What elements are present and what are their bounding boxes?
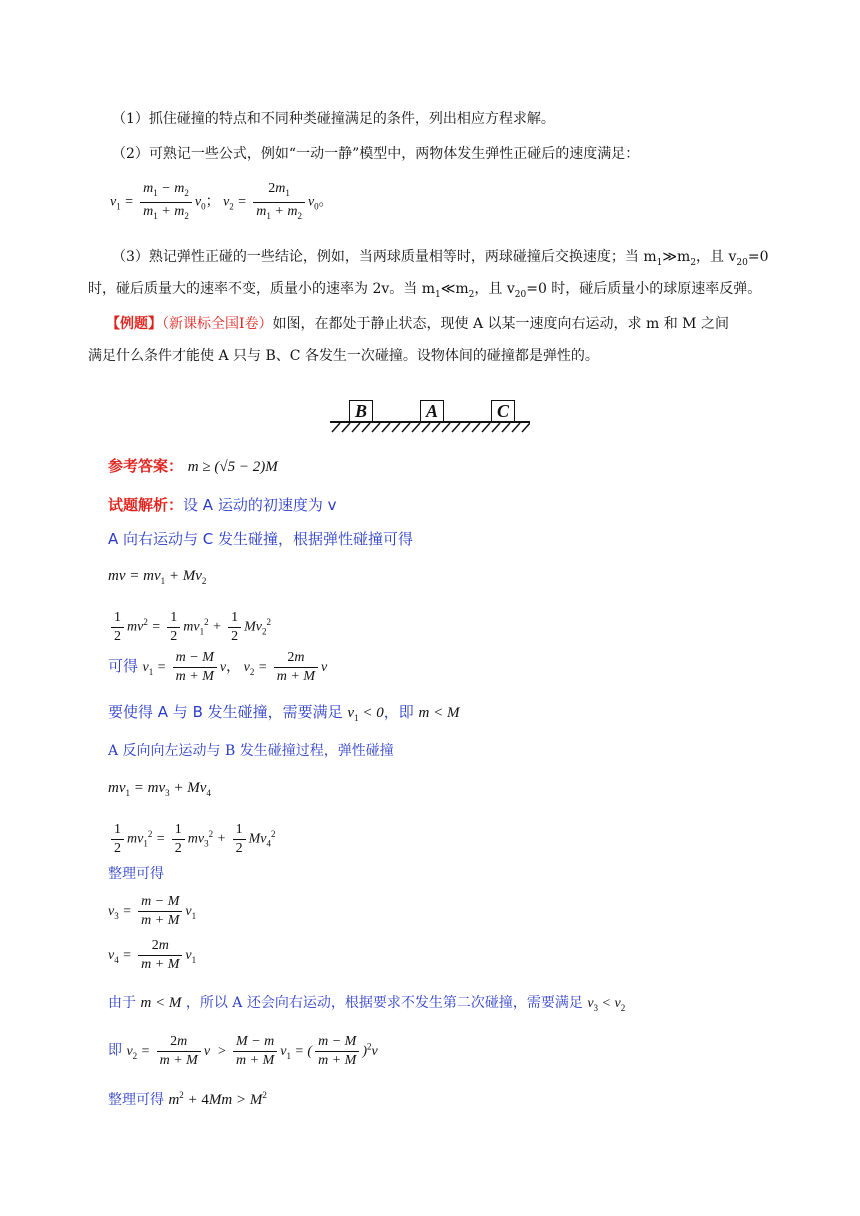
eq-momentum-1: mv = $mv_1 + Mv_2$ [108,568,207,586]
eq-energy-2: $\frac{1}{2}$ $mv_1^2$ = $\frac{1}{2}$ $mv_3^2$ + $\frac{1}{2}$ $Mv_4^2$ [108,812,782,865]
block-a: A [420,400,444,422]
analysis-line-2: A 向右运动与 C 发生碰撞，根据弹性碰撞可得 [108,530,414,548]
answer-line [108,455,782,478]
eq-inequality: 即 $v_2$ = $\frac{2m}{m + M}$ v > $\frac{M - m}{m + M}$ $v_1$ = ( $\frac{m - M}{m + M}$ )$^2$v [108,1033,378,1068]
analysis-line-6: 整理可得 [108,866,164,882]
analysis-line-5: A 反向向左运动与 B 发生碰撞过程，弹性碰撞 [108,743,394,759]
block-c: C [491,400,515,422]
block-b: B [349,400,373,422]
analysis-line-7: 由于 m < M ，所以 A 还会向右运动，根据要求不发生第二次碰撞，需要满足 $v_3 < v_2$ [108,995,626,1013]
analysis-condition: 要使得 A 与 B 发生碰撞，需要满足 $v_1 < 0$，即 m < M [108,703,460,723]
eq-v3: $v_3$ = $\frac{m - M}{m + M}$ $v_1$ [108,894,197,929]
paragraph-1: （1）抓住碰撞的特点和不同种类碰撞满足的条件，列出相应方程求解。 [112,111,555,127]
example-source: （新课标全国Ⅰ卷） [162,316,273,332]
formula-v1-v2: $v_1$ = $\frac{m_1 - m_2}{m_1 + m_2}$ $v_0$； $v_2$ = $\frac{2m_1}{m_1 + m_2}$ $v_0$。 [110,181,333,221]
analysis-label: 试题解析： [108,496,184,514]
answer-label: 参考答案： [108,457,184,475]
paragraph-3: （3）熟记弹性正碰的一些结论，例如，当两球质量相等时，两球碰撞后交换速度；当 $m_1≫m_2$，且 $v_{20}=0$ [112,249,769,268]
answer-formula: m ≥ (√5 − 2)M [187,459,278,475]
example-tag: 【例题】 [106,316,162,332]
ground-surface [330,421,530,435]
example-line-1: 【例题】（新课标全国Ⅰ卷）如图，在都处于静止状态，现使 A 以某一速度向右运动，求 m 和 M 之间 [106,316,729,332]
eq-momentum-2: $mv_1 = mv_3 + Mv_4$ [108,780,211,798]
eq-energy-1: $\frac{1}{2}$ $mv^2$ = $\frac{1}{2}$ $mv_1^2$ + $\frac{1}{2}$ $Mv_2^2$ [108,600,782,653]
paragraph-2: （2）可熟记一些公式，例如“一动一静”模型中，两物体发生弹性正碰后的速度满足： [112,146,640,162]
eq-result-1: 可得 $v_1$ = $\frac{m - M}{m + M}$ v， $v_2$ = $\frac{2m}{m + M}$ v [108,650,328,685]
example-line-2: 满足什么条件才能使 A 只与 B、C 各发生一次碰撞。设物体间的碰撞都是弹性的。 [88,348,599,364]
analysis-line-9: 整理可得 $m^2 + 4Mm > M^2$ [108,1090,267,1108]
paragraph-3-cont: 时，碰后质量大的速率不变，质量小的速率为 2v。当 $m_1≪m_2$，且 $v_{20}=0$ 时，碰后质量小的球原速率反弹。 [88,281,762,300]
analysis-line-1: 试题解析：设 A 运动的初速度为 v [108,496,337,514]
eq-v4: $v_4$ = $\frac{2m}{m + M}$ $v_1$ [108,938,197,973]
